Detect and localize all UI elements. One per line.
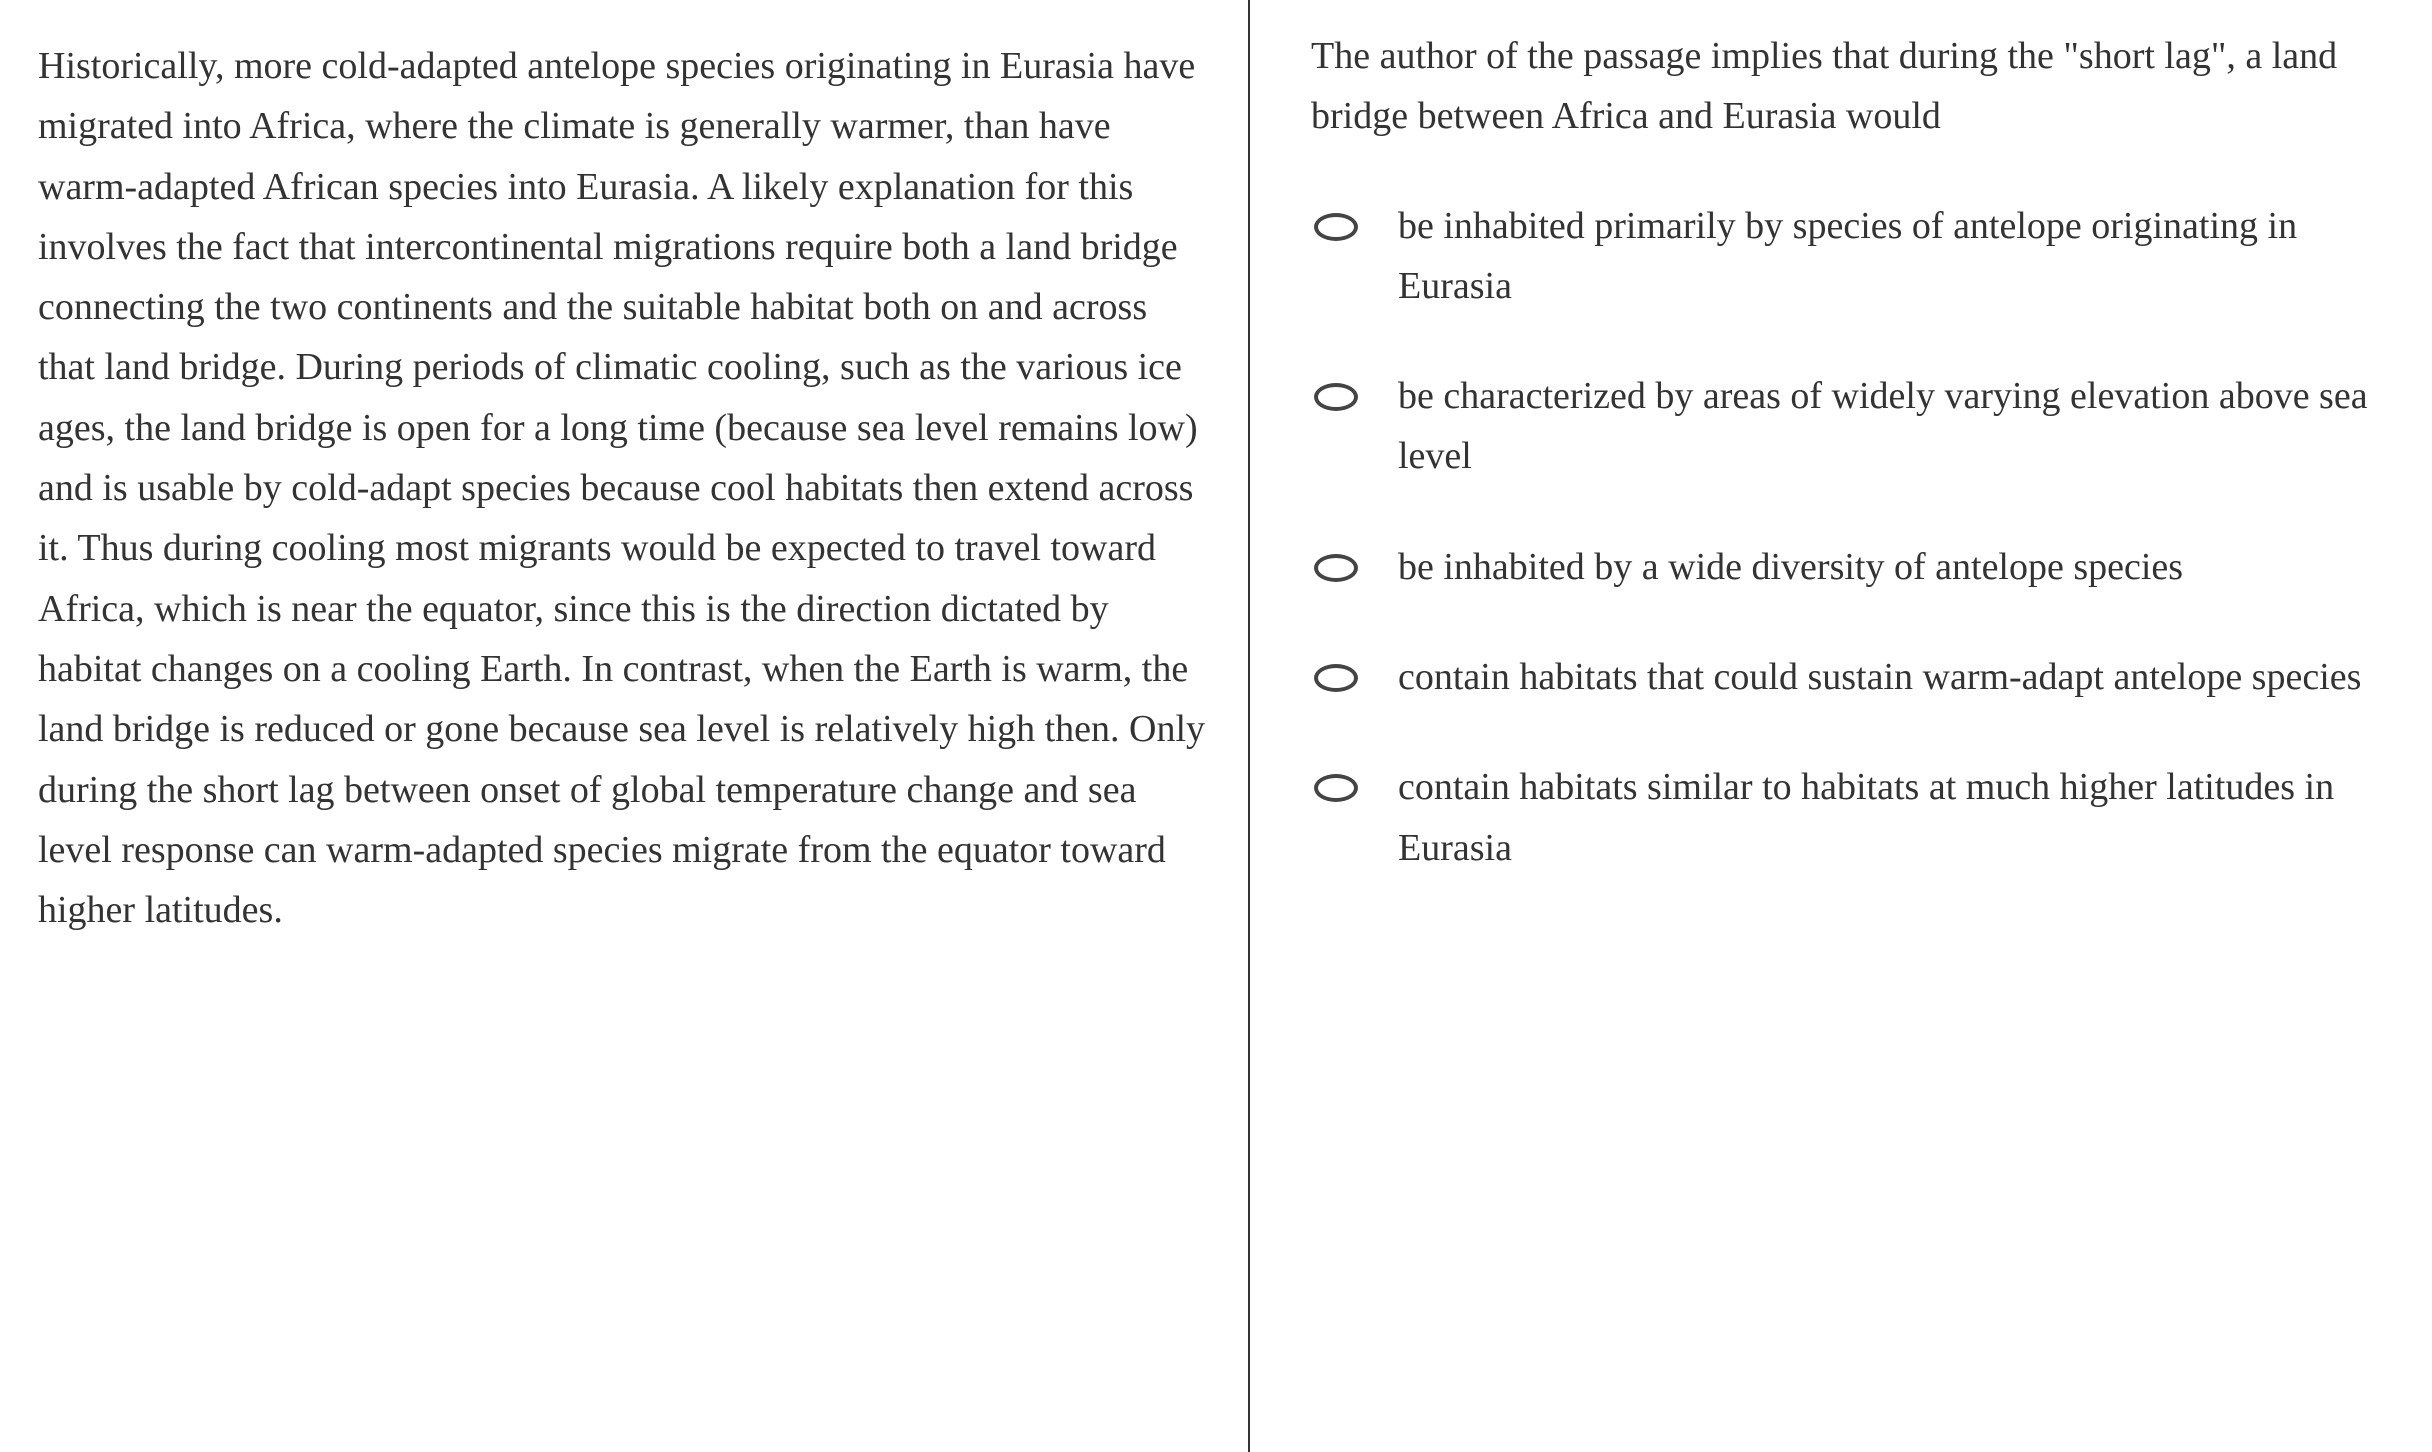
answer-option-b[interactable] bbox=[1311, 366, 2392, 487]
answer-option-label[interactable]: contain habitats similar to habitats at much higher latitudes in Eurasia bbox=[1398, 766, 2335, 869]
answer-option-a[interactable] bbox=[1311, 196, 2392, 317]
radio-button-icon[interactable] bbox=[1314, 213, 1358, 241]
answer-option-label[interactable]: contain habitats that could sustain warm-adapt antelope species bbox=[1398, 656, 2362, 699]
answer-option-label[interactable]: be inhabited by a wide diversity of antelope species bbox=[1398, 545, 2184, 588]
answer-option-e[interactable] bbox=[1311, 757, 2392, 878]
answer-option-label[interactable]: be characterized by areas of widely varying elevation above sea level bbox=[1398, 375, 2368, 478]
radio-button-icon[interactable] bbox=[1314, 774, 1358, 802]
passage-text: Historically, more cold-adapted antelope species originating in Eurasia have migrated into Africa, where the climate is generally warmer, than have warm-adapted African species into Eurasia. A likely explanation for this involves the fact that intercontinental migrations require both a land bridge connecting the two continents and the suitable habitat both on and across that land bridge. During periods of climatic cooling, such as the various ice ages, the land bridge is open for a long time (because sea level remains low) and is usable by cold-adapt species because cool habitats then extend across it. Thus during cooling most migrants would be expected to travel toward Africa, which is near the equator, since this is the direction dictated by habitat changes on a cooling Earth. In contrast, when the Earth is warm, the land bridge is reduced or gone because sea level is relatively high then. Only during the short lag between onset of global temperature change and sea level response can warm-adapted species migrate from the equator toward higher latitudes. bbox=[38, 45, 1206, 932]
answer-options bbox=[1311, 196, 2392, 878]
answer-option-label[interactable]: be inhabited primarily by species of antelope originating in Eurasia bbox=[1398, 204, 2298, 307]
radio-button-icon[interactable] bbox=[1314, 664, 1358, 692]
answer-option-c[interactable] bbox=[1311, 537, 2392, 597]
question-stem: The author of the passage implies that during the "short lag", a land bridge between Africa and Eurasia would bbox=[1311, 35, 2338, 138]
radio-button-icon[interactable] bbox=[1314, 554, 1358, 582]
question-pane bbox=[1250, 0, 2432, 1452]
answer-option-d[interactable] bbox=[1311, 647, 2392, 707]
radio-button-icon[interactable] bbox=[1314, 383, 1358, 411]
